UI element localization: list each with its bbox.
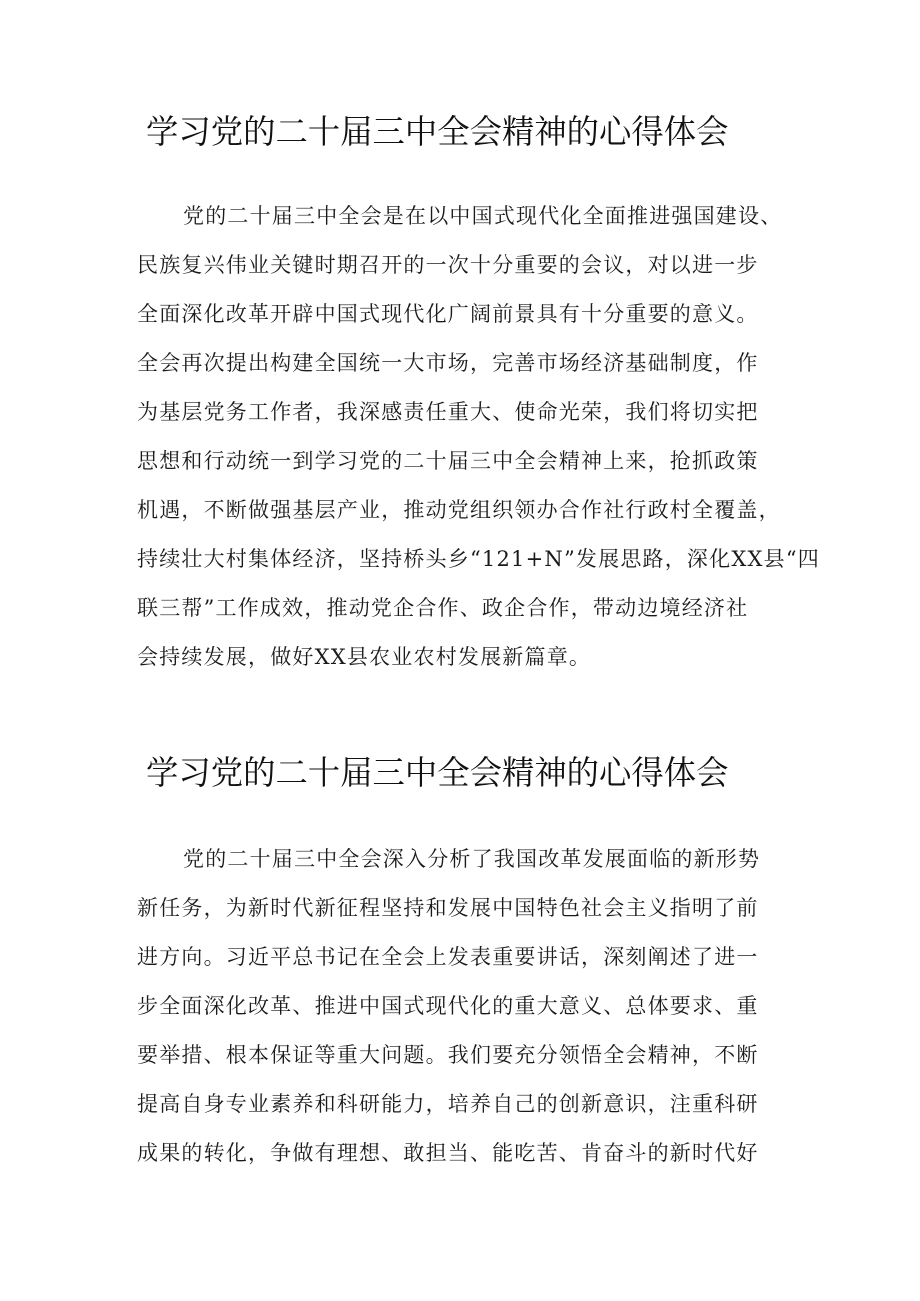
paragraph-line: 全会再次提出构建全国统一大市场，完善市场经济基础制度，作 [137, 351, 759, 375]
essay-title: 学习党的二十届三中全会精神的心得体会 [146, 753, 729, 792]
paragraph-line: 新任务，为新时代新征程坚持和发展中国特色社会主义指明了前 [137, 896, 759, 920]
paragraph-line: 成果的转化，争做有理想、敢担当、能吃苦、肯奋斗的新时代好 [137, 1141, 759, 1165]
paragraph-line: 为基层党务工作者，我深感责任重大、使命光荣，我们将切实把 [137, 400, 759, 424]
paragraph-line: 党的二十届三中全会是在以中国式现代化全面推进强国建设、 [183, 204, 783, 228]
paragraph-line: 会持续发展，做好XX县农业农村发展新篇章。 [137, 645, 592, 669]
paragraph-line: 持续壮大村集体经济，坚持桥头乡“121+N”发展思路，深化XX县“四 [137, 547, 820, 571]
paragraph-line: 机遇，不断做强基层产业，推动党组织领办合作社行政村全覆盖， [137, 498, 781, 522]
paragraph-line: 联三帮”工作成效，推动党企合作、政企合作，带动边境经济社 [137, 596, 749, 620]
essay-title: 学习党的二十届三中全会精神的心得体会 [146, 112, 729, 151]
paragraph-line: 全面深化改革开辟中国式现代化广阔前景具有十分重要的意义。 [137, 302, 759, 326]
paragraph-line: 提高自身专业素养和科研能力，培养自己的创新意识，注重科研 [137, 1092, 759, 1116]
paragraph-line: 要举措、根本保证等重大问题。我们要充分领悟全会精神，不断 [137, 1043, 759, 1067]
essay-section-1 [0, 108, 920, 669]
essay-section-2 [0, 749, 920, 1165]
paragraph-line: 民族复兴伟业关键时期召开的一次十分重要的会议，对以进一步 [137, 253, 759, 277]
paragraph-line: 党的二十届三中全会深入分析了我国改革发展面临的新形势 [183, 847, 761, 871]
paragraph-line: 思想和行动统一到学习党的二十届三中全会精神上来，抢抓政策 [137, 449, 759, 473]
paragraph-line: 进方向。习近平总书记在全会上发表重要讲话，深刻阐述了进一 [137, 945, 759, 969]
paragraph-line: 步全面深化改革、推进中国式现代化的重大意义、总体要求、重 [137, 994, 759, 1018]
